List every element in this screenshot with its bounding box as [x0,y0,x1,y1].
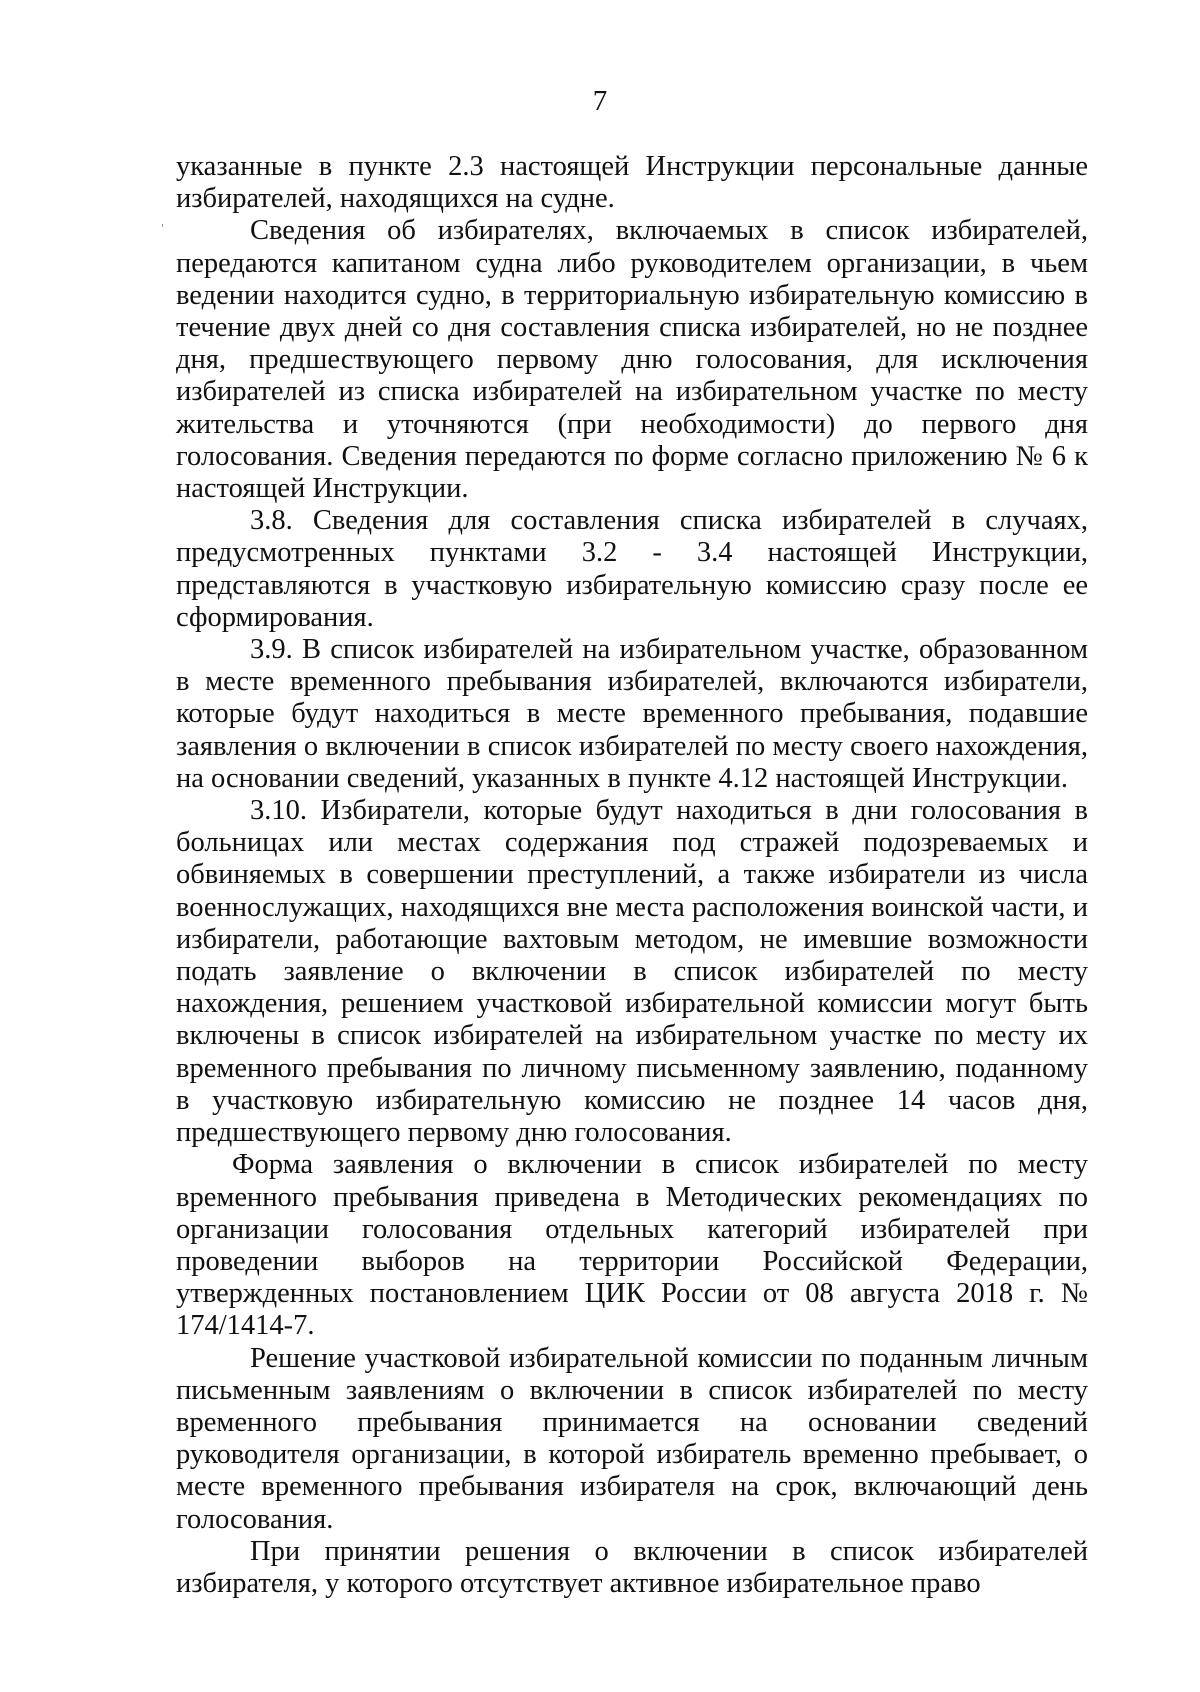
paragraph-3-9: 3.9. В список избирателей на избирательном участке, образованном в месте временного пребывания избирателей, включаются избиратели, которые будут находиться в месте временного пребывания, подавшие заявления о включении в список избирателей по месту своего нахождения, на основании сведений, указанных в пункте 4.12 настоящей Инструкции. [176,634,1088,794]
paragraph-3-10: 3.10. Избиратели, которые будут находиться в дни голосования в больницах или местах содержания под стражей подозреваемых и обвиняемых в совершении преступлений, а также избиратели из числа военнослужащих, находящихся вне места расположения воинской части, и избиратели, работающие вахтовым методом, не имевшие возможности подать заявление о включении в список избирателей по месту нахождения, решением участковой избирательной комиссии могут быть включены в список избирателей на избирательном участке по месту их временного пребывания по личному письменному заявлению, поданному в участковую избирательную комиссию не позднее 14 часов дня, предшествующего первому дню голосования. [176,795,1088,1149]
paragraph-voter-info-transfer: Сведения об избирателях, включаемых в список избирателей, передаются капитаном судна либо руководителем организации, в чьем ведении находится судно, в территориальную избирательную комиссию в течение двух дней со дня составления списка избирателей, но не позднее дня, предшествующего первому дню голосования, для исключения избирателей из списка избирателей на избирательном участке по месту жительства и уточняются (при необходимости) до первого дня голосования. Сведения передаются по форме согласно приложению № 6 к настоящей Инструкции. [176,215,1088,505]
paragraph-commission-decision: Решение участковой избирательной комиссии по поданным личным письменным заявлениям о включении в список избирателей по месту временного пребывания принимается на основании сведений руководителя организации, в которой избиратель временно пребывает, о месте временного пребывания избирателя на срок, включающий день голосования. [176,1342,1088,1535]
paragraph-application-form: Форма заявления о включении в список избирателей по месту временного пребывания приведена в Методических рекомендациях по организации голосования отдельных категорий избирателей при проведении выборов на территории Российской Федерации, утвержденных постановлением ЦИК России от 08 августа 2018 г. № 174/1414-7. [176,1149,1088,1342]
paragraph-3-8: 3.8. Сведения для составления списка избирателей в случаях, предусмотренных пунктами 3.2 - 3.4 настоящей Инструкции, представляются в участковую избирательную комиссию сразу после ее сформирования. [176,505,1088,633]
page-number: 7 [592,85,608,117]
scan-speck [162,224,163,227]
document-body [176,151,1088,1600]
paragraph-continuation: указанные в пункте 2.3 настоящей Инструкции персональные данные избирателей, находящихся на судне. [176,151,1088,215]
paragraph-active-voting-right: При принятии решения о включении в список избирателей избирателя, у которого отсутствует активное избирательное право [176,1535,1088,1599]
